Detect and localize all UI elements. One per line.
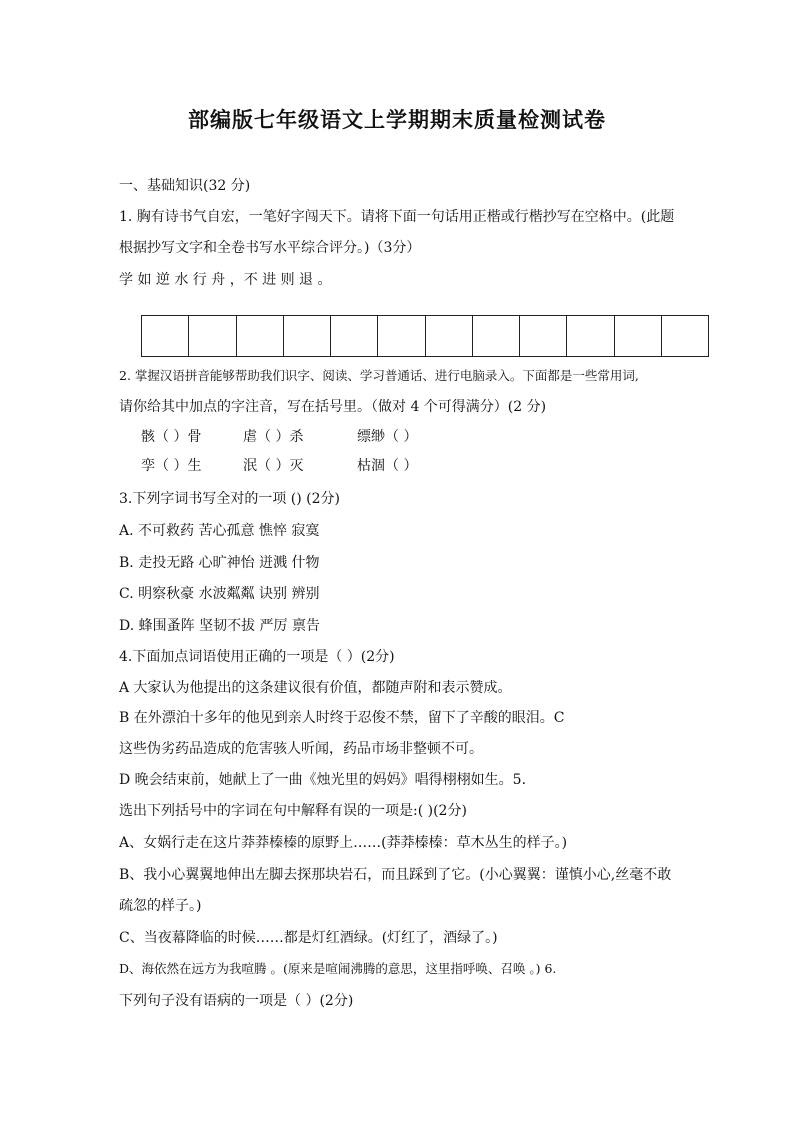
grid-cell[interactable] bbox=[331, 316, 378, 356]
q4-option-a: A 大家认为他提出的这条建议很有价值，都随声附和表示赞成。 bbox=[119, 680, 512, 696]
q5-option-a: A、女娲行走在这片莽莽榛榛的原野上……(莽莽榛榛：草木丛生的样子。) bbox=[119, 835, 568, 851]
pinyin-item[interactable]: 骸（ ）骨 bbox=[141, 429, 202, 445]
q3-option-b: B. 走投无路 心旷神怡 迸溅 什物 bbox=[119, 555, 320, 571]
pinyin-item[interactable]: 虐（ ）杀 bbox=[243, 429, 304, 445]
q5-option-c: C、当夜幕降临的时候……都是灯红酒绿。(灯红了，酒绿了。) bbox=[119, 930, 498, 946]
q3-option-c: C. 明察秋豪 水波粼粼 诀别 辨别 bbox=[119, 586, 320, 602]
pinyin-item[interactable]: 枯涸（ ） bbox=[357, 458, 418, 474]
q1-sentence: 学 如 逆 水 行 舟 ，不 进 则 退 。 bbox=[119, 272, 332, 288]
page-title: 部编版七年级语文上学期期末质量检测试卷 bbox=[188, 108, 606, 132]
grid-cell[interactable] bbox=[284, 316, 331, 356]
grid-cell[interactable] bbox=[615, 316, 662, 356]
grid-cell[interactable] bbox=[189, 316, 236, 356]
q1-line1: 1. 胸有诗书气自宏，一笔好字闯天下。请将下面一句话用正楷或行楷抄写在空格中。(此题 bbox=[119, 209, 675, 225]
q2-line2: 请你给其中加点的字注音，写在括号里。（做对 4 个可得满分）(2 分) bbox=[119, 399, 547, 415]
q4-option-c: 这些伪劣药品造成的危害骇人听闻，药品市场非整顿不可。 bbox=[119, 741, 483, 757]
q3-option-a: A. 不可救药 苦心孤意 憔悴 寂寞 bbox=[119, 523, 320, 539]
q4-stem: 4.下面加点词语使用正确的一项是（ ）(2分) bbox=[119, 649, 395, 665]
q1-line2: 根据抄写文字和全卷书写水平综合评分。)（3分） bbox=[119, 240, 421, 256]
q5-option-b: B、我小心翼翼地伸出左脚去探那块岩石，而且踩到了它。(小心翼翼：谨慎小心,丝毫不敢 bbox=[119, 867, 672, 883]
pinyin-item[interactable]: 泯（ ）灭 bbox=[243, 458, 304, 474]
grid-cell[interactable] bbox=[426, 316, 473, 356]
q3-option-d: D. 蜂围蚤阵 坚韧不拔 严厉 禀告 bbox=[119, 618, 320, 634]
pinyin-item[interactable]: 缥缈（ ） bbox=[357, 429, 418, 445]
grid-cell[interactable] bbox=[142, 316, 189, 356]
grid-cell[interactable] bbox=[237, 316, 284, 356]
pinyin-row-1 bbox=[141, 428, 417, 446]
q5-stem: 选出下列括号中的字词在句中解释有误的一项是:( )(2分) bbox=[119, 803, 467, 819]
section-heading: 一、基础知识(32 分) bbox=[119, 178, 251, 194]
grid-cell[interactable] bbox=[567, 316, 614, 356]
pinyin-item[interactable]: 孪（ ）生 bbox=[141, 458, 202, 474]
writing-grid[interactable] bbox=[141, 315, 709, 357]
grid-cell[interactable] bbox=[378, 316, 425, 356]
q5-option-d: D、海依然在远方为我喧腾 。(原来是喧闹沸腾的意思，这里指呼唤、召唤 。) 6. bbox=[119, 961, 557, 976]
pinyin-row-2 bbox=[141, 457, 417, 475]
q4-option-d: D 晚会结束前，她献上了一曲《烛光里的妈妈》唱得栩栩如生。5. bbox=[119, 772, 527, 788]
q4-option-b: B 在外漂泊十多年的他见到亲人时终于忍俊不禁，留下了辛酸的眼泪。C bbox=[119, 710, 565, 726]
q5-option-b-cont: 疏忽的样子。) bbox=[119, 898, 202, 914]
q6-stem: 下列句子没有语病的一项是（ ）(2分) bbox=[119, 993, 354, 1009]
grid-cell[interactable] bbox=[662, 316, 709, 356]
grid-cell[interactable] bbox=[520, 316, 567, 356]
q3-stem: 3.下列字词书写全对的一项 () (2分) bbox=[119, 491, 341, 507]
grid-cell[interactable] bbox=[473, 316, 520, 356]
q2-line1: 2. 掌握汉语拼音能够帮助我们识字、阅读、学习普通话、进行电脑录入。下面都是一些常用词, bbox=[119, 368, 639, 383]
